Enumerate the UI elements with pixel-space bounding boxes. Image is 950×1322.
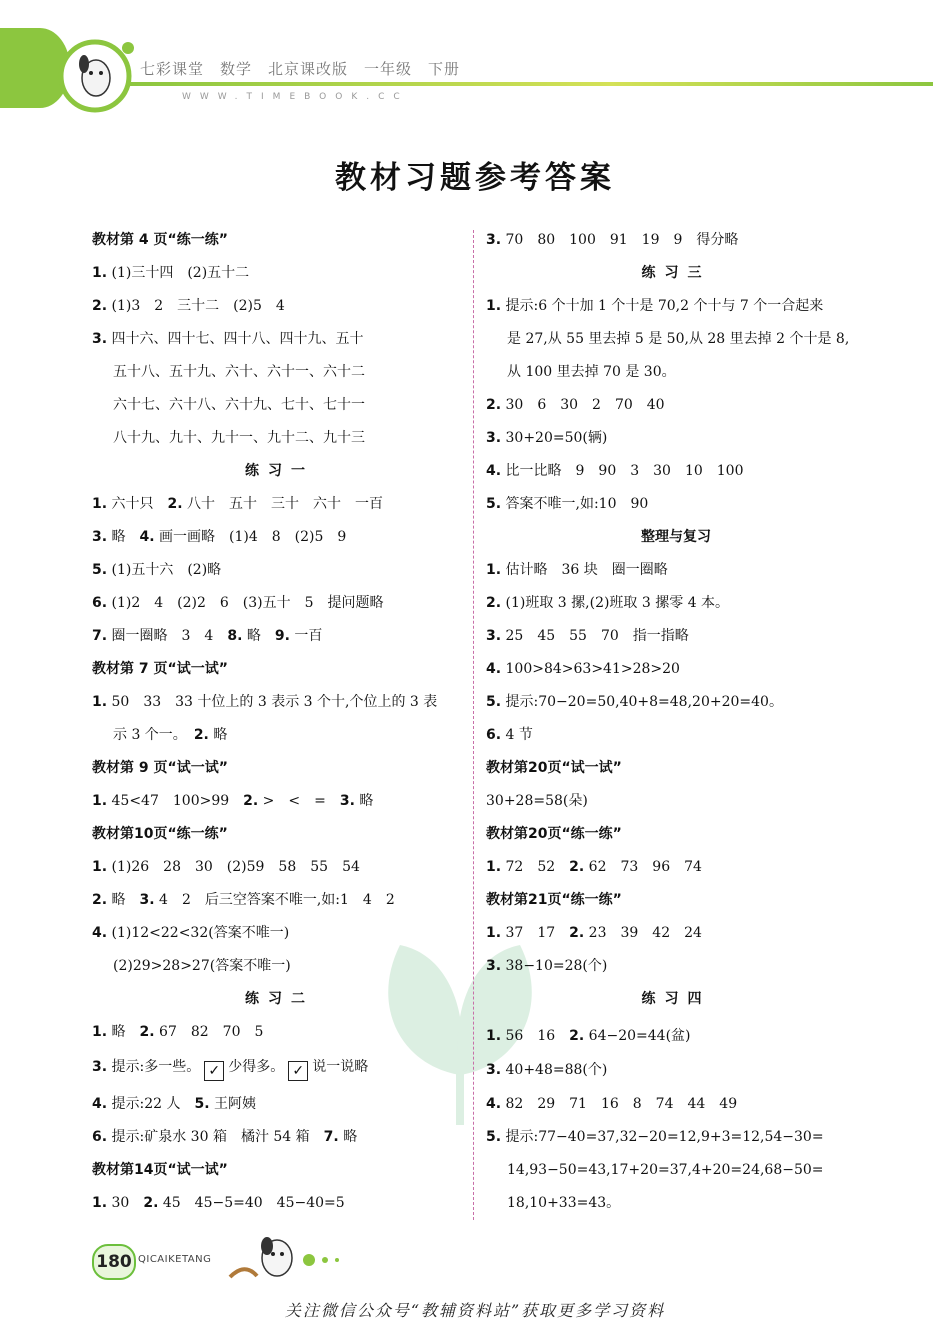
item-number: 4. — [139, 529, 155, 545]
answer-line — [92, 1020, 467, 1044]
answer-continuation: 是 27,从 55 里去掉 5 是 50,从 28 里去掉 2 个十是 8, — [507, 331, 850, 347]
section-heading: 练习三 — [641, 265, 711, 281]
answer-continuation: 从 100 里去掉 70 是 30。 — [507, 364, 676, 380]
check-box: ✓ — [288, 1061, 308, 1081]
answer-line — [486, 492, 866, 516]
item-number: 2. — [139, 1024, 155, 1040]
answer-text: 82 29 71 16 8 74 44 49 — [505, 1096, 738, 1112]
answer-text: (1)12<22<32(答案不唯一) — [111, 925, 290, 941]
answer-line — [92, 525, 467, 549]
answer-continuation: 18,10+33=43。 — [507, 1195, 621, 1211]
answer-text: 40+48=88(个) — [505, 1062, 608, 1078]
answer-text: (1)2 4 (2)2 6 (3)五十 5 提问题略 — [111, 595, 384, 611]
answer-line — [92, 591, 467, 615]
check-box: ✓ — [204, 1061, 224, 1081]
item-number: 4. — [486, 661, 502, 677]
answer-text: 30 6 30 2 70 40 — [505, 397, 665, 413]
answer-text: 六十只 — [111, 496, 168, 512]
section-heading: 教材第10页“练一练” — [92, 826, 228, 842]
item-number: 1. — [486, 1028, 502, 1044]
answer-line — [486, 426, 866, 450]
item-number: 7. — [323, 1129, 339, 1145]
answer-text: 王阿姨 — [214, 1096, 257, 1112]
item-number: 2. — [167, 496, 183, 512]
item-number: 1. — [92, 793, 108, 809]
answer-line — [486, 723, 866, 747]
item-number: 2. — [92, 892, 108, 908]
answer-text: 23 39 42 24 — [588, 925, 702, 941]
item-number: 6. — [92, 1129, 108, 1145]
answer-text: 略 — [359, 793, 374, 809]
item-number: 2. — [193, 727, 209, 743]
website-label: WWW.TIMEBOOK.CC — [182, 92, 409, 102]
answer-line — [92, 327, 467, 351]
series-label: 七彩课堂 数学 北京课改版 一年级 下册 — [140, 60, 461, 78]
footer-mascot-icon — [225, 1232, 355, 1287]
item-number: 5. — [486, 1129, 502, 1145]
item-number: 1. — [92, 694, 108, 710]
answer-line — [92, 855, 467, 879]
answer-text: 略 — [343, 1129, 358, 1145]
answer-text: 25 45 55 70 指一指略 — [505, 628, 689, 644]
answer-line — [92, 624, 467, 648]
item-number: 2. — [569, 859, 585, 875]
answer-text: 64−20=44(盆) — [588, 1028, 691, 1044]
decor-dot — [122, 42, 134, 54]
item-number: 3. — [339, 793, 355, 809]
answer-text: 56 16 — [505, 1028, 570, 1044]
page-header — [0, 0, 950, 120]
answer-continuation: 五十八、五十九、六十、六十一、六十二 — [113, 364, 365, 380]
answer-text: 比一比略 9 90 3 30 10 100 — [505, 463, 744, 479]
answer-text: 45 45−5=40 45−40=5 — [162, 1195, 345, 1211]
answer-text: 略 — [246, 628, 275, 644]
answer-text: 70 80 100 91 19 9 得分略 — [505, 232, 739, 248]
item-number: 3. — [92, 1059, 108, 1075]
answer-text: 30+20=50(辆) — [505, 430, 608, 446]
item-number: 3. — [92, 529, 108, 545]
answer-text: 一百 — [294, 628, 323, 644]
answer-text: 提示:22 人 — [111, 1096, 195, 1112]
item-number: 8. — [227, 628, 243, 644]
item-number: 3. — [139, 892, 155, 908]
answer-text: 四十六、四十七、四十八、四十九、五十 — [111, 331, 364, 347]
answer-line — [486, 393, 866, 417]
section-heading: 教材第 4 页“练一练” — [92, 232, 228, 248]
answer-text: (1)26 28 30 (2)59 58 55 54 — [111, 859, 360, 875]
section-heading: 练习四 — [641, 991, 711, 1007]
section-heading: 教材第21页“练一练” — [486, 892, 622, 908]
answer-line — [486, 657, 866, 681]
item-number: 1. — [92, 496, 108, 512]
answer-text: 72 52 — [505, 859, 570, 875]
section-heading: 练习一 — [245, 463, 314, 479]
item-number: 1. — [92, 265, 108, 281]
item-number: 4. — [486, 1096, 502, 1112]
answer-text: 提示:77−40=37,32−20=12,9+3=12,54−30= — [505, 1129, 824, 1145]
answer-line — [92, 789, 467, 813]
answer-text: 少得多。 — [228, 1059, 285, 1075]
section-heading: 教材第 9 页“试一试” — [92, 760, 228, 776]
item-number: 2. — [143, 1195, 159, 1211]
item-number: 5. — [194, 1096, 210, 1112]
answer-text: (1)三十四 (2)五十二 — [111, 265, 250, 281]
answer-line — [92, 1125, 467, 1149]
answer-line — [92, 492, 467, 516]
answer-text: 提示:多一些。 — [111, 1059, 201, 1075]
answer-text: 45<47 100>99 — [111, 793, 244, 809]
answer-text: 37 17 — [505, 925, 570, 941]
answer-text: 67 82 70 5 — [159, 1024, 264, 1040]
answer-line — [486, 1058, 866, 1082]
item-number: 3. — [486, 958, 502, 974]
answer-text: 略 — [111, 892, 140, 908]
answer-line — [92, 921, 467, 945]
item-number: 1. — [486, 298, 502, 314]
answer-line — [92, 690, 467, 714]
item-number: 6. — [92, 595, 108, 611]
item-number: 3. — [486, 232, 502, 248]
item-number: 2. — [569, 925, 585, 941]
item-number: 1. — [92, 1195, 108, 1211]
item-number: 5. — [92, 562, 108, 578]
answer-line — [486, 591, 866, 615]
answer-text: 八十 五十 三十 六十 一百 — [187, 496, 384, 512]
answer-text: 62 73 96 74 — [588, 859, 702, 875]
item-number: 2. — [486, 397, 502, 413]
answer-line — [486, 558, 866, 582]
answer-continuation: (2)29>28>27(答案不唯一) — [113, 958, 291, 974]
item-number: 2. — [243, 793, 259, 809]
answer-text: 说一说略 — [312, 1059, 369, 1075]
item-number: 2. — [569, 1028, 585, 1044]
answer-text: 提示:6 个十加 1 个十是 70,2 个十与 7 个一合起来 — [505, 298, 824, 314]
answer-text: (1)班取 3 摞,(2)班取 3 摞零 4 本。 — [505, 595, 730, 611]
answer-continuation — [92, 723, 467, 747]
answer-line — [92, 261, 467, 285]
page-number: 180 — [92, 1244, 136, 1280]
footer-note: 关注微信公众号“教辅资料站”获取更多学习资料 — [284, 1301, 666, 1320]
answer-text: 画一画略 (1)4 8 (2)5 9 — [159, 529, 347, 545]
answer-line — [486, 294, 866, 318]
answer-line — [486, 1125, 866, 1149]
answer-line — [486, 855, 866, 879]
answer-text: 38−10=28(个) — [505, 958, 608, 974]
item-number: 3. — [486, 628, 502, 644]
answer-text: 略 — [213, 727, 228, 743]
item-number: 1. — [92, 859, 108, 875]
answer-continuation: 14,93−50=43,17+20=37,4+20=24,68−50= — [507, 1162, 824, 1178]
item-number: 7. — [92, 628, 108, 644]
answer-line — [486, 459, 866, 483]
answer-line — [92, 1092, 467, 1116]
answer-text: 略 — [111, 1024, 140, 1040]
answer-line — [486, 624, 866, 648]
answer-line — [92, 558, 467, 582]
item-number: 3. — [92, 331, 108, 347]
item-number: 3. — [486, 1062, 502, 1078]
item-number: 2. — [486, 595, 502, 611]
item-number: 1. — [92, 1024, 108, 1040]
answer-line — [92, 1191, 467, 1215]
item-number: 4. — [92, 925, 108, 941]
answer-text: > < = — [262, 793, 340, 809]
answer-line — [92, 294, 467, 318]
section-heading: 教材第20页“试一试” — [486, 760, 622, 776]
answer-line — [92, 888, 467, 912]
answer-text: 4 节 — [505, 727, 533, 743]
answer-line — [486, 1092, 866, 1116]
answer-line — [486, 921, 866, 945]
answer-text: 估计略 36 块 圈一圈略 — [505, 562, 668, 578]
answer-text: 提示:70−20=50,40+8=48,20+20=40。 — [505, 694, 783, 710]
page-title: 教材习题参考答案 — [335, 160, 615, 196]
section-heading: 整理与复习 — [641, 529, 711, 545]
answer-line — [486, 228, 866, 252]
item-number: 5. — [486, 496, 502, 512]
answer-text: 答案不唯一,如:10 90 — [505, 496, 649, 512]
answer-text: 50 33 33 十位上的 3 表示 3 个十,个位上的 3 表 — [111, 694, 438, 710]
answer-text: (1)五十六 (2)略 — [111, 562, 222, 578]
header-rule — [128, 82, 933, 86]
item-number: 4. — [486, 463, 502, 479]
item-number: 6. — [486, 727, 502, 743]
item-number: 2. — [92, 298, 108, 314]
item-number: 3. — [486, 430, 502, 446]
section-heading: 教材第14页“试一试” — [92, 1162, 228, 1178]
answer-line — [486, 690, 866, 714]
answer-line: 30+28=58(朵) — [486, 793, 588, 809]
item-number: 9. — [274, 628, 290, 644]
column-divider — [473, 230, 474, 1220]
item-number: 4. — [92, 1096, 108, 1112]
answer-text: 略 — [111, 529, 140, 545]
section-heading: 练习二 — [245, 991, 314, 1007]
item-number: 1. — [486, 859, 502, 875]
answer-continuation: 八十九、九十、九十一、九十二、九十三 — [113, 430, 365, 446]
section-heading: 教材第20页“练一练” — [486, 826, 622, 842]
answer-text: 100>84>63>41>28>20 — [505, 661, 680, 677]
answer-text: (1)3 2 三十二 (2)5 4 — [111, 298, 285, 314]
answer-text: 示 3 个一。 — [113, 727, 194, 743]
answer-text: 30 — [111, 1195, 144, 1211]
section-heading: 教材第 7 页“试一试” — [92, 661, 228, 677]
footer-brand: QICAIKETANG — [138, 1254, 212, 1265]
answer-continuation: 六十七、六十八、六十九、七十、七十一 — [113, 397, 365, 413]
item-number: 1. — [486, 925, 502, 941]
item-number: 1. — [486, 562, 502, 578]
answer-text: 提示:矿泉水 30 箱 橘汁 54 箱 — [111, 1129, 324, 1145]
answer-text: 4 2 后三空答案不唯一,如:1 4 2 — [159, 892, 395, 908]
answer-text: 圈一圈略 3 4 — [111, 628, 228, 644]
answer-line — [486, 1024, 866, 1048]
answer-line — [486, 954, 866, 978]
answer-line — [92, 1055, 467, 1079]
item-number: 5. — [486, 694, 502, 710]
